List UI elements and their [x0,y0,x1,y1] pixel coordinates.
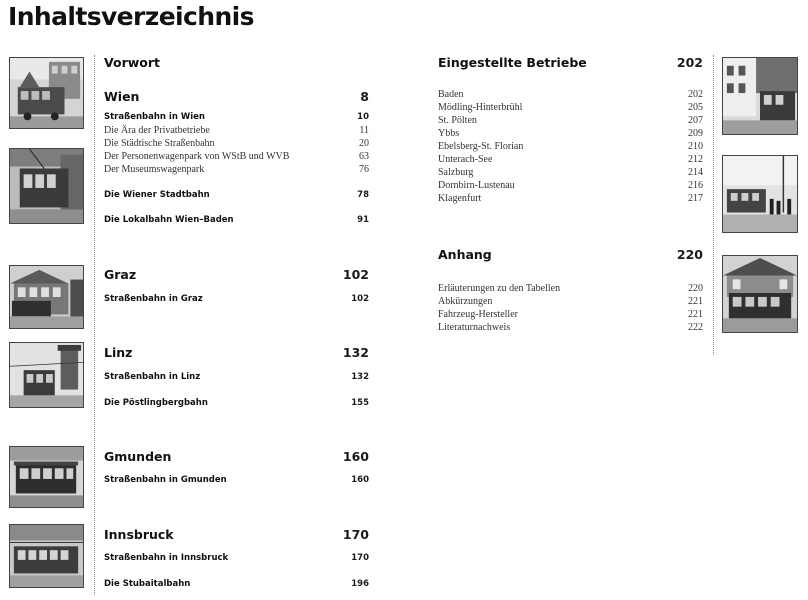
photo-tram-station [722,255,798,333]
wien-entry-label: Der Museumswagenpark [104,164,205,175]
gmunden-sub-title: Straßenbahn in Gmunden [104,475,227,485]
gmunden-sub-page: 160 [351,475,369,485]
wien-lokalbahn-title: Die Lokalbahn Wien–Baden [104,215,234,225]
anhang-entry-page: 221 [688,309,703,320]
linz-sub-page: 132 [351,372,369,382]
wien-entry-label: Die Städtische Straßenbahn [104,138,215,149]
section-graz-title: Graz [104,267,137,282]
eingestellte-entry-label: Baden [438,89,464,100]
eingestellte-entry-label: Klagenfurt [438,193,482,204]
photo-linz-tram [9,342,84,408]
section-eingestellte-title: Eingestellte Betriebe [438,55,587,70]
eingestellte-entry-page: 210 [688,141,703,152]
eingestellte-entry-page: 202 [688,89,703,100]
eingestellte-entry-label: Salzburg [438,167,474,178]
eingestellte-entry-page: 207 [688,115,703,126]
eingestellte-entry-label: Ybbs [438,128,460,139]
section-eingestellte-page: 202 [676,55,703,70]
anhang-entry-label: Fahrzeug-Hersteller [438,309,518,320]
eingestellte-entry-page: 205 [688,102,703,113]
eingestellte-entry-label: Ebelsberg-St. Florian [438,141,524,152]
anhang-entry-label: Abkürzungen [438,296,493,307]
eingestellte-entry-page: 209 [688,128,703,139]
photo-graz-tram [9,265,84,329]
anhang-entry-page: 222 [688,322,703,333]
section-anhang-page: 220 [676,247,703,262]
photo-gmunden-tram [9,446,84,508]
section-gmunden-page: 160 [342,449,369,464]
graz-sub-title: Straßenbahn in Graz [104,294,203,304]
wien-entry-label: Die Ära der Privatbetriebe [104,125,210,136]
section-anhang-title: Anhang [438,247,492,262]
wien-entry-page: 76 [359,164,369,175]
wien-sub-title: Straßenbahn in Wien [104,112,205,122]
section-innsbruck-page: 170 [342,527,369,542]
wien-entry-label: Der Personenwagenpark von WStB und WVB [104,151,290,162]
eingestellte-entry-page: 214 [688,167,703,178]
linz-sub-page: 155 [351,398,369,408]
section-wien-title: Wien [104,89,140,104]
eingestellte-entry-label: Mödling-Hinterbrühl [438,102,523,113]
right-dotted-divider [713,55,714,355]
section-innsbruck-title: Innsbruck [104,527,174,542]
page-title: Inhaltsverzeichnis [8,2,254,31]
wien-stadtbahn-page: 78 [357,190,369,200]
graz-sub-page: 102 [351,294,369,304]
wien-entry-page: 20 [359,138,369,149]
wien-lokalbahn-page: 91 [357,215,369,225]
innsbruck-sub-page: 196 [351,579,369,589]
section-linz-page: 132 [342,345,369,360]
photo-innsbruck-tram [9,524,84,588]
innsbruck-sub-title: Die Stubaitalbahn [104,579,191,589]
wien-entry-page: 63 [359,151,369,162]
eingestellte-entry-page: 212 [688,154,703,165]
wien-entry-page: 11 [359,125,369,136]
anhang-entry-page: 220 [688,283,703,294]
photo-tram-passengers [722,155,798,233]
anhang-entry-label: Literaturnachweis [438,322,511,333]
anhang-entry-page: 221 [688,296,703,307]
linz-sub-title: Straßenbahn in Linz [104,372,201,382]
left-dotted-divider [94,55,95,595]
photo-baden-tram [722,57,798,135]
section-wien-page: 8 [360,89,369,104]
linz-sub-title: Die Pöstlingbergbahn [104,398,208,408]
section-graz-page: 102 [342,267,369,282]
section-linz-title: Linz [104,345,133,360]
innsbruck-sub-title: Straßenbahn in Innsbruck [104,553,229,563]
wien-stadtbahn-title: Die Wiener Stadtbahn [104,190,210,200]
anhang-entry-label: Erläuterungen zu den Tabellen [438,283,561,294]
eingestellte-entry-label: St. Pölten [438,115,477,126]
eingestellte-entry-label: Dornbirn-Lustenau [438,180,515,191]
photo-wien-tram-street [9,148,84,224]
wien-sub-page: 10 [357,112,369,122]
eingestellte-entry-label: Unterach-See [438,154,493,165]
section-vorwort: Vorwort [104,55,161,70]
photo-wien-tram-depot [9,57,84,129]
eingestellte-entry-page: 216 [688,180,703,191]
eingestellte-entry-page: 217 [688,193,703,204]
section-gmunden-title: Gmunden [104,449,172,464]
innsbruck-sub-page: 170 [351,553,369,563]
